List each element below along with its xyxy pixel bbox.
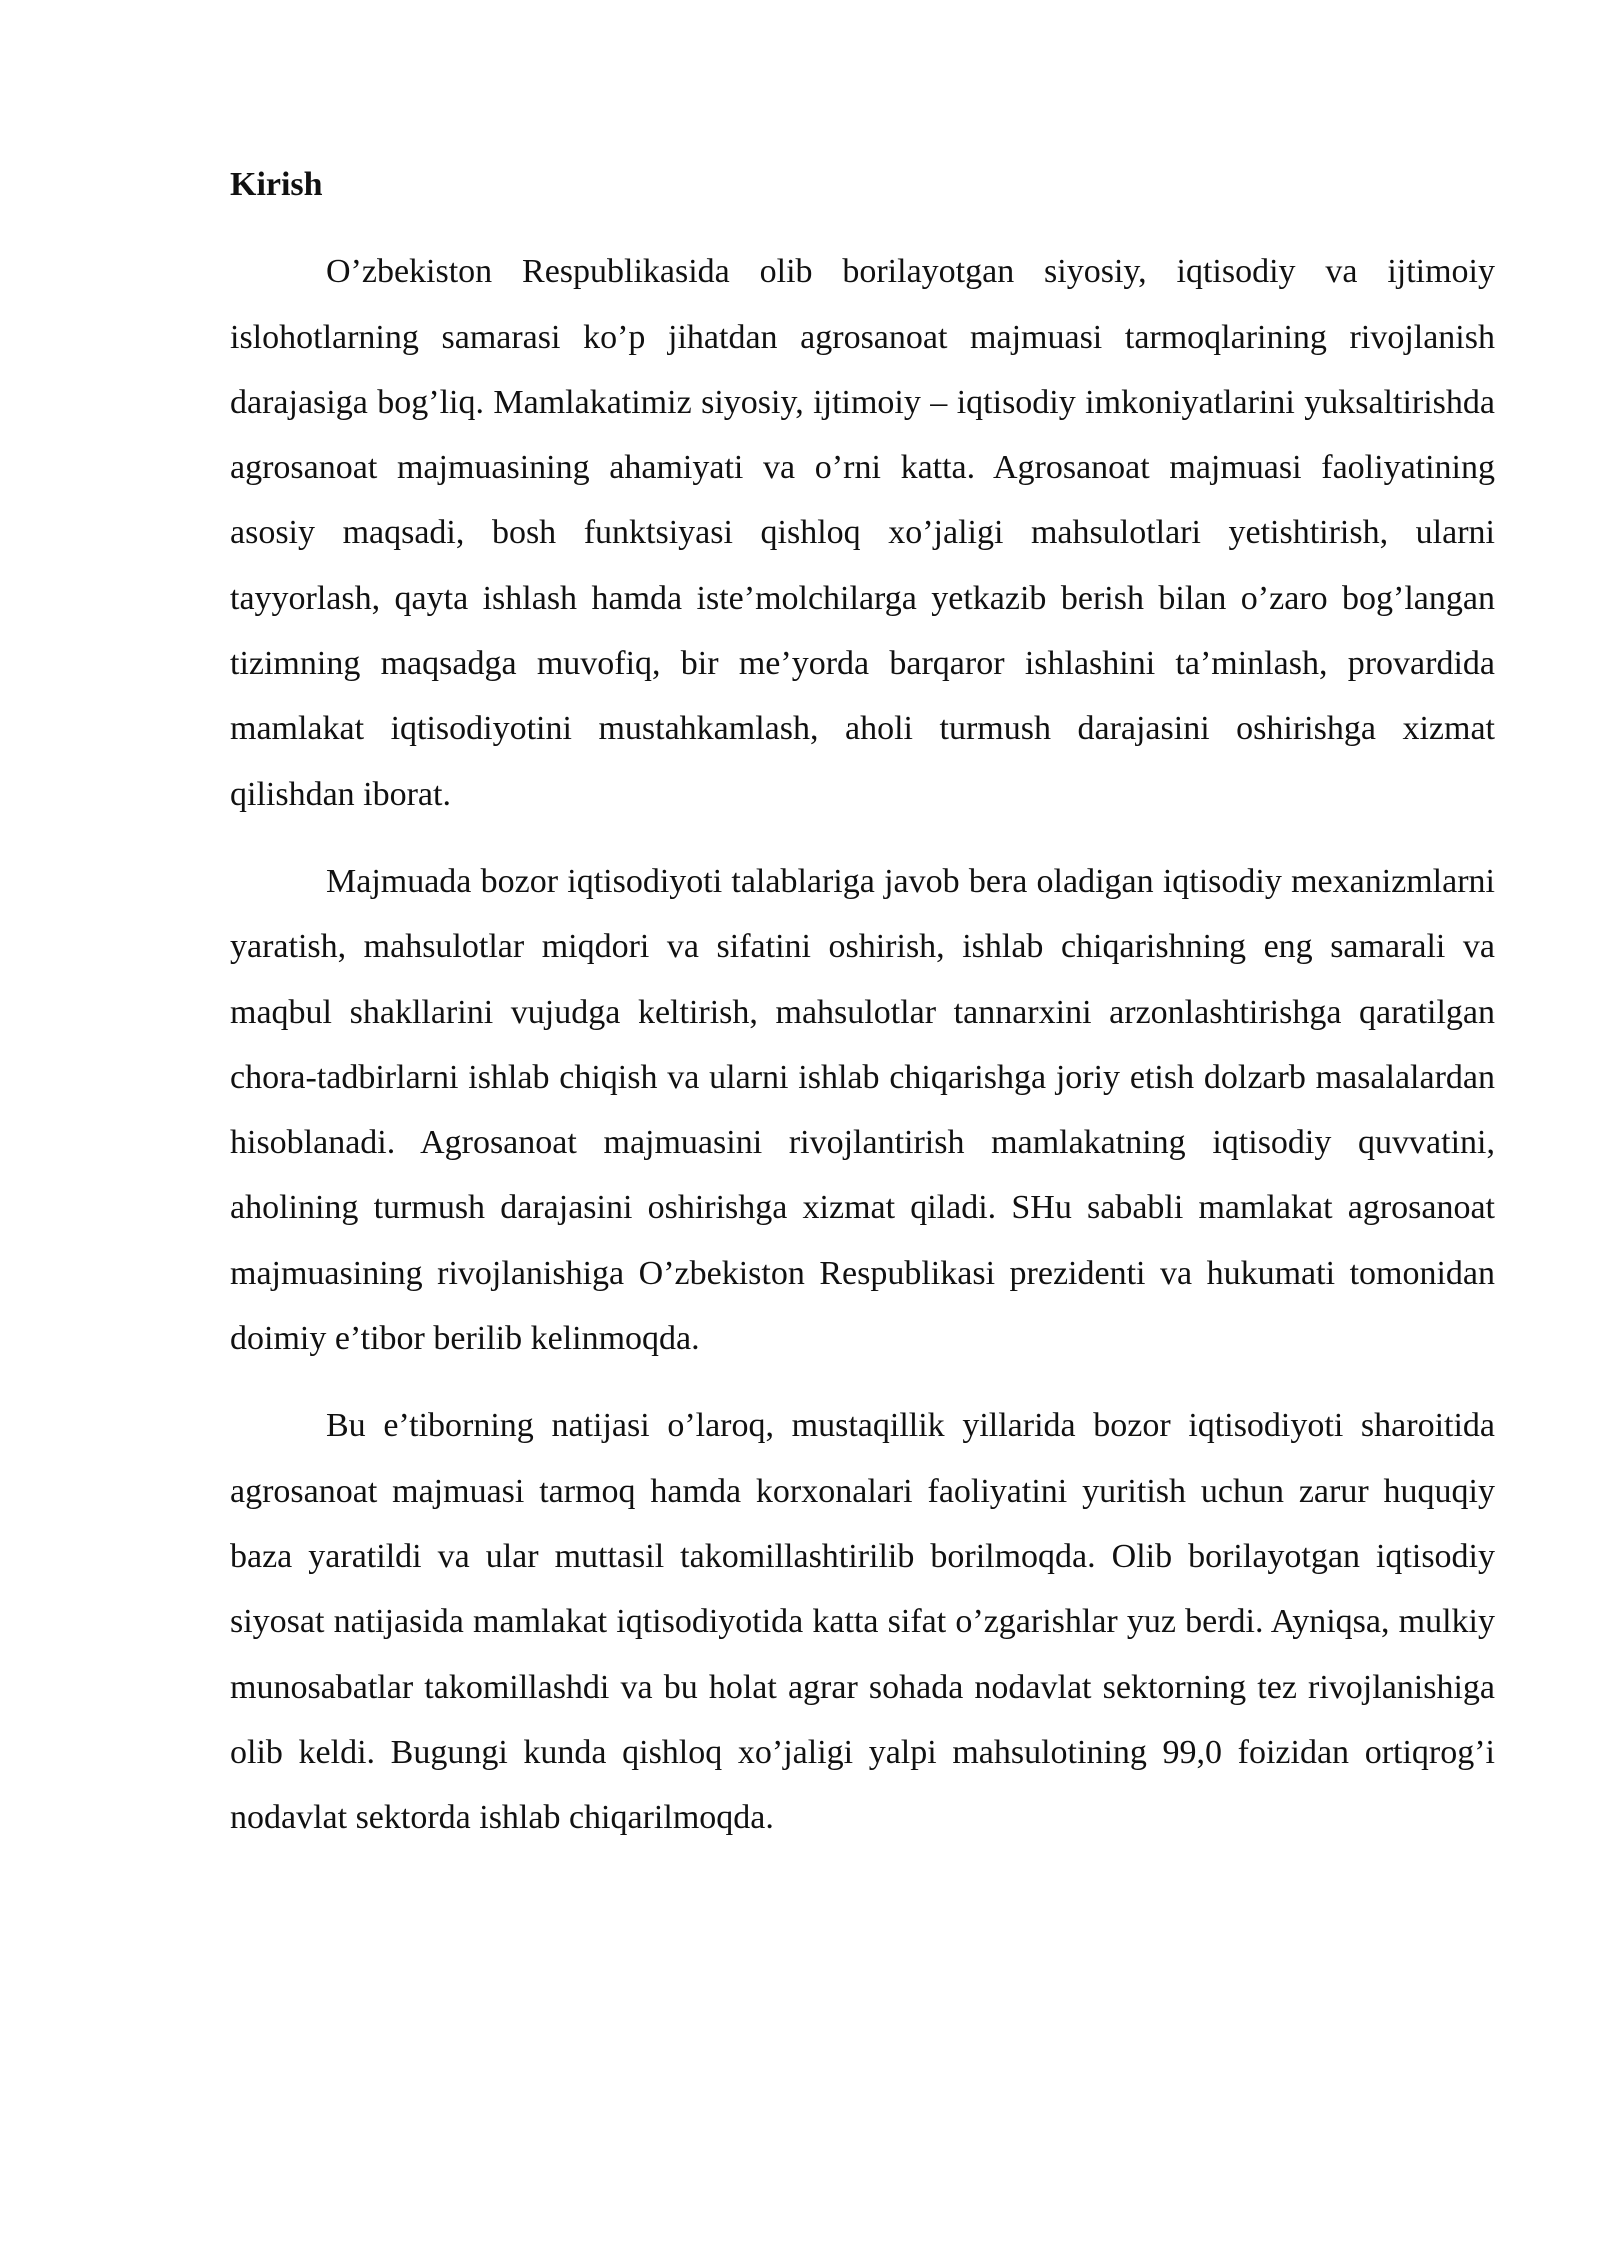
paragraph-2: Majmuada bozor iqtisodiyoti talablariga javob bera oladigan iqtisodiy mexanizmlarni yaratish, mahsulotlar miqdori va sifatini oshirish, ishlab chiqarishning eng samarali va maqbul shakllarini vujudga keltirish, mahsulotlar tannarxini arzonlashtirishga qaratilgan chora-tadbirlarni ishlab chiqish va ularni ishlab chiqarishga joriy etish dolzarb masalalardan hisoblanadi. Agrosanoat majmuasini rivojlantirish mamlakatning iqtisodiy quvvatini, aholining turmush darajasini oshirishga xizmat qiladi. SHu sababli mamlakat agrosanoat majmuasining rivojlanishiga O’zbekiston Respublikasi prezidenti va hukumati tomonidan doimiy e’tibor berilib kelinmoqda. [230, 862, 1495, 1358]
section-heading: Kirish [230, 166, 323, 203]
document-body [230, 152, 1495, 1872]
paragraph-1: O’zbekiston Respublikasida olib borilayotgan siyosiy, iqtisodiy va ijtimoiy islohotlarning samarasi ko’p jihatdan agrosanoat majmuasi tarmoqlarining rivojlanish darajasiga bog’liq. Mamlakatimiz siyosiy, ijtimoiy – iqtisodiy imkoniyatlarini yuksaltirishda agrosanoat majmuasining ahamiyati va o’rni katta. Agrosanoat majmuasi faoliyatining asosiy maqsadi, bosh funktsiyasi qishloq xo’jaligi mahsulotlari yetishtirish, ularni tayyorlash, qayta ishlash hamda iste’molchilarga yetkazib berish bilan o’zaro bog’langan tizimning maqsadga muvofiq, bir me’yorda barqaror ishlashini ta’minlash, provardida mamlakat iqtisodiyotini mustahkamlash, aholi turmush darajasini oshirishga xizmat qilishdan iborat. [230, 253, 1495, 813]
paragraph-3: Bu e’tiborning natijasi o’laroq, mustaqillik yillarida bozor iqtisodiyoti sharoitida agrosanoat majmuasi tarmoq hamda korxonalari faoliyatini yuritish uchun zarur huquqiy baza yaratildi va ular muttasil takomillashtirilib borilmoqda. Olib borilayotgan iqtisodiy siyosat natijasida mamlakat iqtisodiyotida katta sifat o’zgarishlar yuz berdi. Ayniqsa, mulkiy munosabatlar takomillashdi va bu holat agrar sohada nodavlat sektorning tez rivojlanishiga olib keldi. Bugungi kunda qishloq xo’jaligi yalpi mahsulotining 99,0 foizidan ortiqrog’i nodavlat sektorda ishlab chiqarilmoqda. [230, 1407, 1495, 1837]
